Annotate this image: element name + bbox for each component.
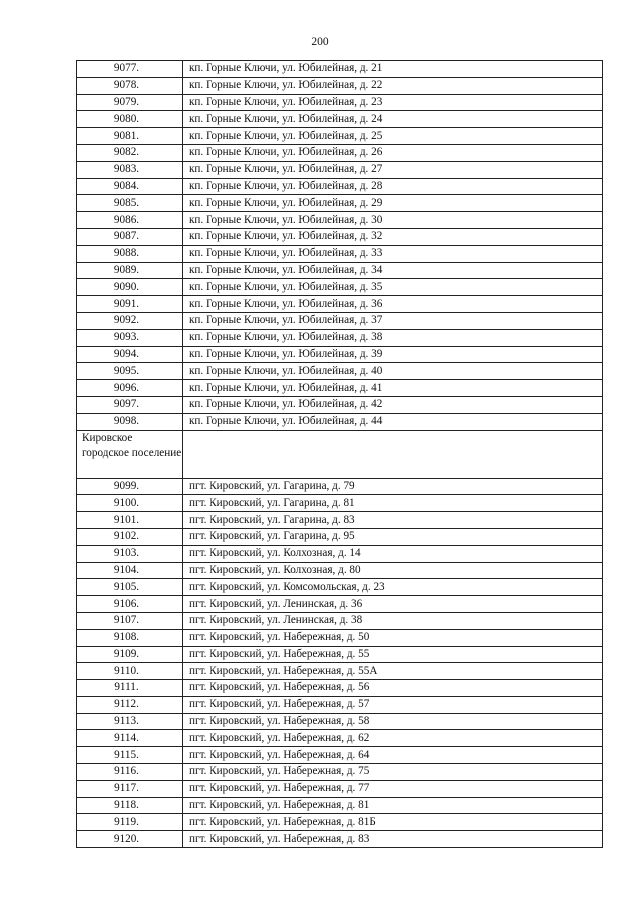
row-number-cell: 9077. [77,61,183,78]
table-row [77,212,603,229]
table-row [77,128,603,145]
table-row [77,646,603,663]
row-number-cell: 9110. [77,663,183,680]
address-cell: кп. Горные Ключи, ул. Юбилейная, д. 27 [183,161,603,178]
address-cell: кп. Горные Ключи, ул. Юбилейная, д. 32 [183,228,603,245]
row-number-cell: 9117. [77,780,183,797]
section-label: Кировское городское поселение [77,430,183,478]
row-number-cell: 9088. [77,245,183,262]
address-cell: кп. Горные Ключи, ул. Юбилейная, д. 34 [183,262,603,279]
row-number-cell: 9118. [77,797,183,814]
table-row [77,663,603,680]
table-row [77,262,603,279]
address-cell: пгт. Кировский, ул. Набережная, д. 62 [183,730,603,747]
table-row [77,363,603,380]
row-number-cell: 9119. [77,814,183,831]
address-cell: пгт. Кировский, ул. Гагарина, д. 79 [183,478,603,495]
table-row [77,831,603,848]
row-number-cell: 9100. [77,495,183,512]
row-number-cell: 9090. [77,279,183,296]
row-number-cell: 9097. [77,396,183,413]
row-number-cell: 9113. [77,713,183,730]
address-cell: кп. Горные Ключи, ул. Юбилейная, д. 39 [183,346,603,363]
address-cell: пгт. Кировский, ул. Набережная, д. 83 [183,831,603,848]
table-row [77,797,603,814]
table-row [77,144,603,161]
row-number-cell: 9107. [77,612,183,629]
table-row [77,528,603,545]
row-number-cell: 9094. [77,346,183,363]
row-number-cell: 9082. [77,144,183,161]
row-number-cell: 9099. [77,478,183,495]
table-row [77,713,603,730]
address-cell: пгт. Кировский, ул. Набережная, д. 77 [183,780,603,797]
table-row [77,161,603,178]
address-cell: кп. Горные Ключи, ул. Юбилейная, д. 30 [183,212,603,229]
table-row [77,764,603,781]
table-row [77,512,603,529]
table-row [77,612,603,629]
row-number-cell: 9086. [77,212,183,229]
address-cell: пгт. Кировский, ул. Набережная, д. 55А [183,663,603,680]
row-number-cell: 9115. [77,747,183,764]
address-cell: кп. Горные Ключи, ул. Юбилейная, д. 33 [183,245,603,262]
address-cell: кп. Горные Ключи, ул. Юбилейная, д. 40 [183,363,603,380]
address-cell: пгт. Кировский, ул. Гагарина, д. 83 [183,512,603,529]
address-cell: кп. Горные Ключи, ул. Юбилейная, д. 38 [183,329,603,346]
table-row [77,346,603,363]
address-cell: кп. Горные Ключи, ул. Юбилейная, д. 36 [183,296,603,313]
address-cell: пгт. Кировский, ул. Колхозная, д. 14 [183,545,603,562]
table-row [77,77,603,94]
row-number-cell: 9095. [77,363,183,380]
row-number-cell: 9106. [77,596,183,613]
address-cell: кп. Горные Ключи, ул. Юбилейная, д. 29 [183,195,603,212]
table-row [77,111,603,128]
table-row [77,178,603,195]
registry-table-body [77,61,603,848]
address-cell: кп. Горные Ключи, ул. Юбилейная, д. 44 [183,413,603,430]
table-row [77,380,603,397]
address-cell: пгт. Кировский, ул. Набережная, д. 56 [183,680,603,697]
row-number-cell: 9109. [77,646,183,663]
address-cell: пгт. Кировский, ул. Набережная, д. 57 [183,696,603,713]
table-row [77,94,603,111]
row-number-cell: 9089. [77,262,183,279]
row-number-cell: 9112. [77,696,183,713]
row-number-cell: 9101. [77,512,183,529]
address-cell: кп. Горные Ключи, ул. Юбилейная, д. 41 [183,380,603,397]
address-cell: кп. Горные Ключи, ул. Юбилейная, д. 28 [183,178,603,195]
table-row [77,279,603,296]
address-cell: пгт. Кировский, ул. Ленинская, д. 38 [183,612,603,629]
row-number-cell: 9092. [77,312,183,329]
section-empty-cell [183,430,603,478]
table-row [77,814,603,831]
table-row [77,629,603,646]
table-row [77,228,603,245]
address-cell: пгт. Кировский, ул. Набережная, д. 64 [183,747,603,764]
table-row [77,680,603,697]
address-cell: пгт. Кировский, ул. Колхозная, д. 80 [183,562,603,579]
row-number-cell: 9102. [77,528,183,545]
address-cell: пгт. Кировский, ул. Ленинская, д. 36 [183,596,603,613]
table-row [77,730,603,747]
row-number-cell: 9096. [77,380,183,397]
section-header-row [77,430,603,478]
address-cell: пгт. Кировский, ул. Гагарина, д. 81 [183,495,603,512]
address-cell: кп. Горные Ключи, ул. Юбилейная, д. 42 [183,396,603,413]
address-cell: кп. Горные Ключи, ул. Юбилейная, д. 26 [183,144,603,161]
address-cell: кп. Горные Ключи, ул. Юбилейная, д. 23 [183,94,603,111]
row-number-cell: 9104. [77,562,183,579]
row-number-cell: 9091. [77,296,183,313]
row-number-cell: 9080. [77,111,183,128]
page-number: 200 [311,36,329,48]
table-row [77,579,603,596]
address-registry-table [76,60,603,848]
row-number-cell: 9098. [77,413,183,430]
row-number-cell: 9083. [77,161,183,178]
row-number-cell: 9081. [77,128,183,145]
address-cell: кп. Горные Ключи, ул. Юбилейная, д. 35 [183,279,603,296]
table-row [77,312,603,329]
table-row [77,780,603,797]
row-number-cell: 9079. [77,94,183,111]
row-number-cell: 9078. [77,77,183,94]
address-cell: кп. Горные Ключи, ул. Юбилейная, д. 24 [183,111,603,128]
table-row [77,195,603,212]
table-row [77,696,603,713]
row-number-cell: 9105. [77,579,183,596]
row-number-cell: 9116. [77,764,183,781]
row-number-cell: 9103. [77,545,183,562]
address-cell: пгт. Кировский, ул. Набережная, д. 55 [183,646,603,663]
row-number-cell: 9120. [77,831,183,848]
row-number-cell: 9085. [77,195,183,212]
table-row [77,478,603,495]
table-row [77,61,603,78]
row-number-cell: 9108. [77,629,183,646]
table-row [77,596,603,613]
table-row [77,747,603,764]
address-cell: кп. Горные Ключи, ул. Юбилейная, д. 37 [183,312,603,329]
row-number-cell: 9093. [77,329,183,346]
address-cell: пгт. Кировский, ул. Комсомольская, д. 23 [183,579,603,596]
table-row [77,495,603,512]
table-row [77,562,603,579]
address-cell: кп. Горные Ключи, ул. Юбилейная, д. 22 [183,77,603,94]
row-number-cell: 9084. [77,178,183,195]
address-cell: пгт. Кировский, ул. Набережная, д. 58 [183,713,603,730]
address-cell: пгт. Кировский, ул. Набережная, д. 75 [183,764,603,781]
row-number-cell: 9087. [77,228,183,245]
address-cell: кп. Горные Ключи, ул. Юбилейная, д. 25 [183,128,603,145]
table-row [77,296,603,313]
table-row [77,245,603,262]
row-number-cell: 9114. [77,730,183,747]
address-cell: пгт. Кировский, ул. Набережная, д. 50 [183,629,603,646]
table-row [77,396,603,413]
table-row [77,413,603,430]
address-cell: пгт. Кировский, ул. Гагарина, д. 95 [183,528,603,545]
address-cell: пгт. Кировский, ул. Набережная, д. 81 [183,797,603,814]
table-row [77,545,603,562]
table-row [77,329,603,346]
address-cell: кп. Горные Ключи, ул. Юбилейная, д. 21 [183,61,603,78]
address-cell: пгт. Кировский, ул. Набережная, д. 81Б [183,814,603,831]
row-number-cell: 9111. [77,680,183,697]
